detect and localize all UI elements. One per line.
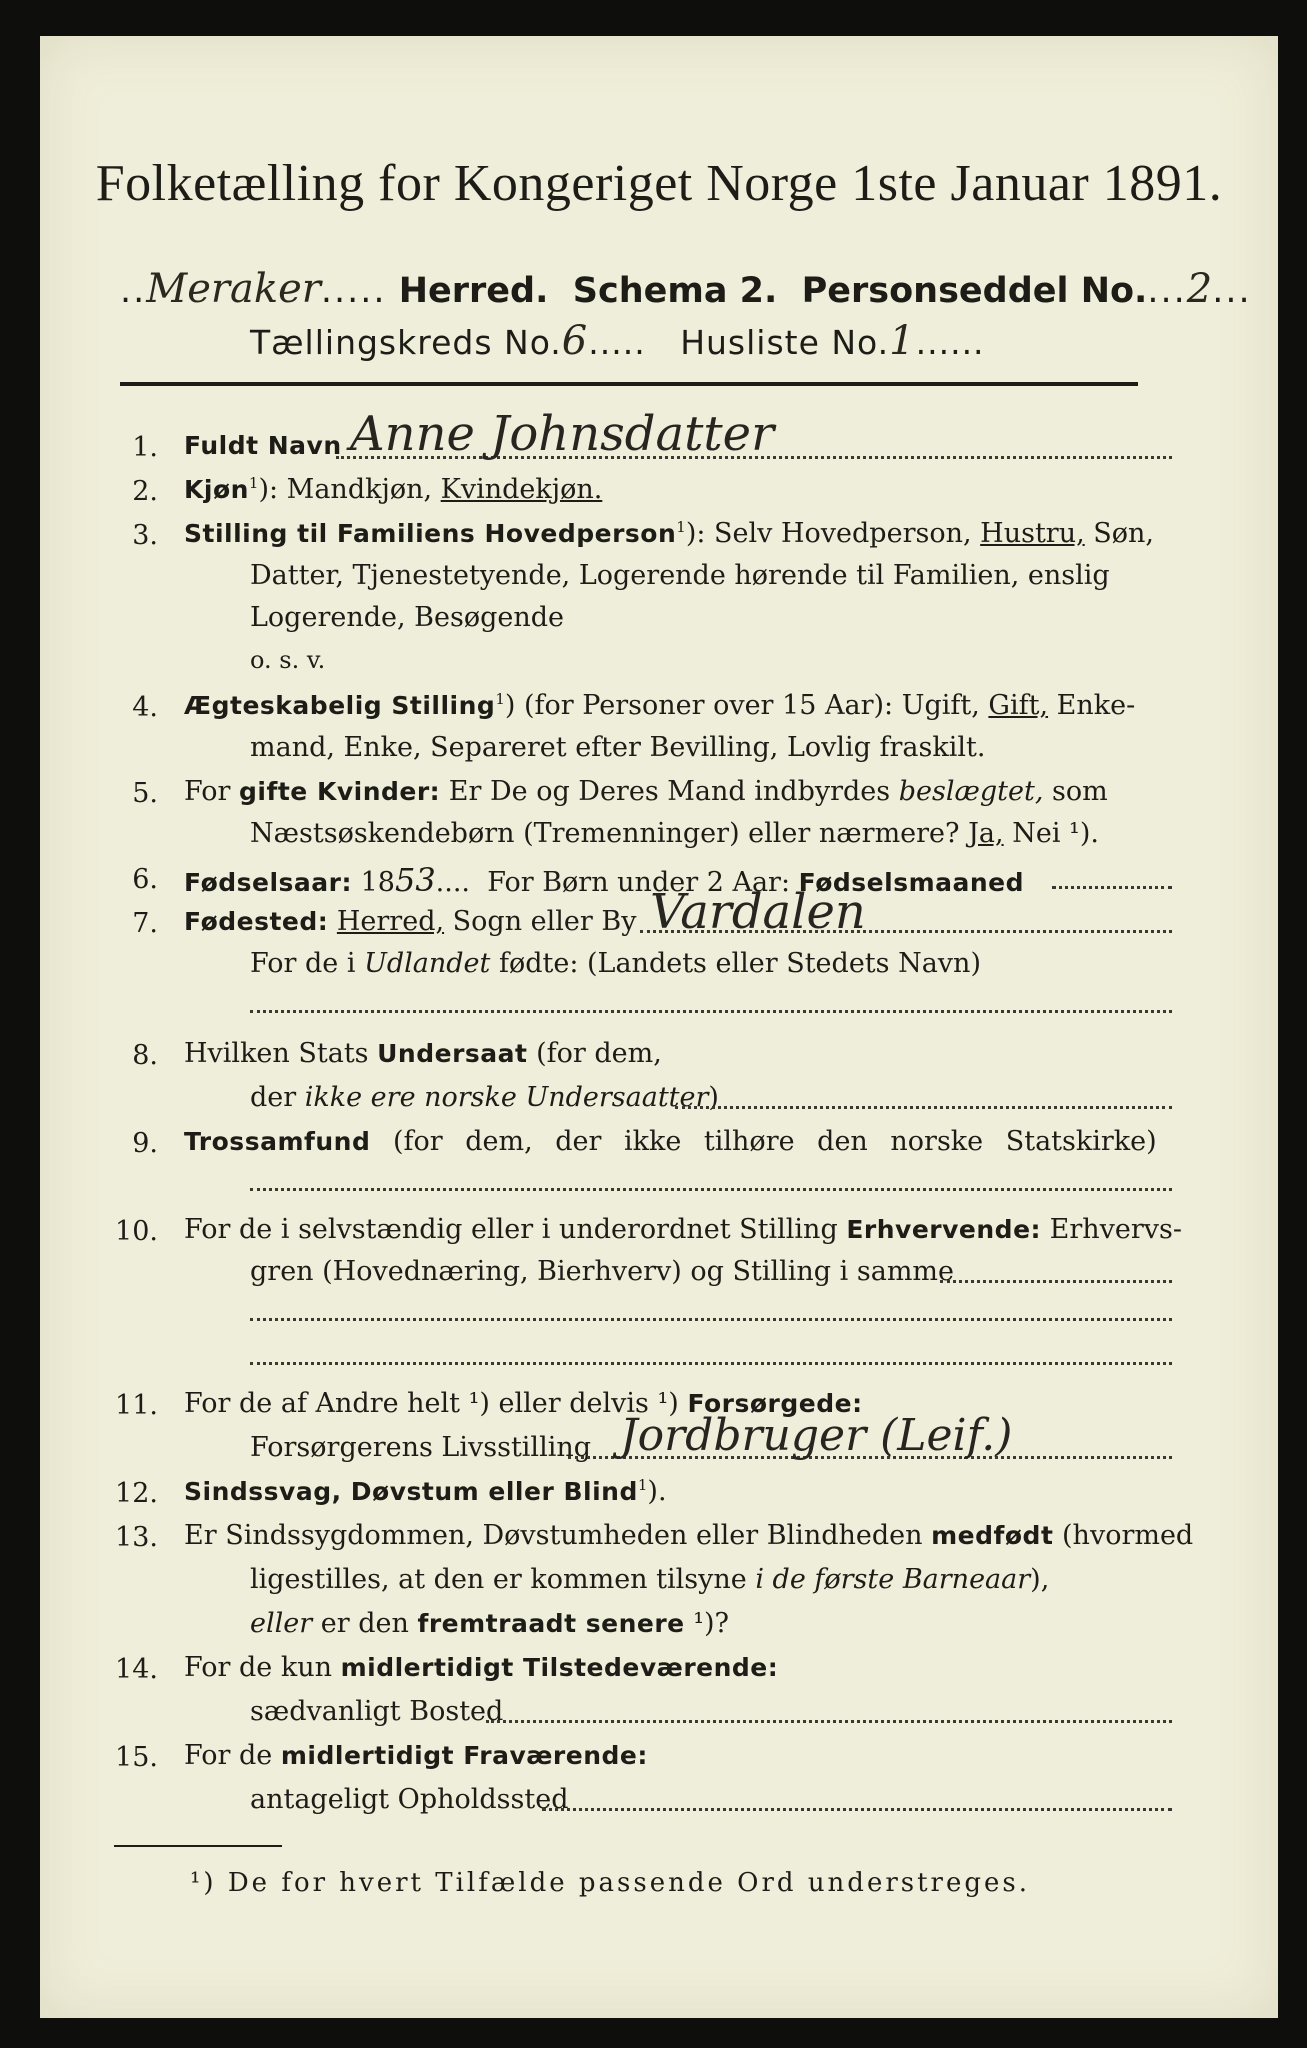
personseddel-value: 2 [1186,266,1213,312]
q4-row: Ægteskabelig Stilling$^1$) (for Personer over 15 Aar): Ugift, Gift, Enke- [184,690,1136,721]
q10-dotline-2 [250,1318,1172,1321]
q1-answer-handwritten: Anne Johnsdatter [350,406,775,462]
item-number: 5. [132,778,158,809]
schema-label: Schema 2. [572,271,778,311]
header-rule [120,382,1138,386]
q10-row: For de i selvstændig eller i underordnet Stilling Erhvervende: Erhvervs- [184,1214,1183,1245]
q7-answer-handwritten: Vardalen [650,884,866,940]
q7-selected: Herred, [336,906,445,937]
q10-dotline-3 [250,1362,1172,1365]
q3-line3: Logerende, Besøgende [250,602,564,633]
q3-selected: Hustru, [980,518,1085,549]
q8-row: Hvilken Stats Undersaat (for dem, [184,1038,662,1069]
husliste-label: Husliste No. [680,323,890,362]
footnote-rule [114,1845,282,1847]
q13-row: Er Sindssygdommen, Døvstumheden eller Blindheden medfødt (hvormed [184,1520,1194,1551]
q6-answer-handwritten: 53 [394,861,436,899]
q15-dotline [542,1808,1172,1811]
q11-line2: Forsørgerens Livsstilling [250,1432,592,1463]
q2-selected: Kvindekjøn. [440,474,603,505]
q9-dotline [250,1188,1172,1191]
q7-dotline-2 [250,1010,1172,1013]
q13-line3: eller er den fremtraadt senere ¹)? [250,1608,730,1639]
q14-line2: sædvanligt Bosted [250,1696,504,1727]
item-number: 13. [115,1522,158,1553]
item-number: 8. [132,1040,158,1071]
q10-line2: gren (Hovednæring, Bierhverv) og Stilling i samme [250,1256,955,1287]
header-line-herred: ..Meraker..... Herred. Schema 2. Personseddel No....2... [120,266,1252,312]
q11-row: For de af Andre helt ¹) eller delvis ¹) Forsørgede: [184,1388,863,1419]
item-number: 11. [115,1390,158,1421]
q3-line4: o. s. v. [250,646,326,674]
q5-selected: Ja, [968,818,1004,849]
q12-row: Sindssvag, Døvstum eller Blind$^1$). [184,1476,667,1507]
kreds-value: 6 [561,318,589,364]
item-number: 10. [115,1216,158,1247]
q8-dotline [675,1106,1172,1109]
q14-row: For de kun midlertidigt Tilstedeværende: [184,1652,779,1683]
form-title: Folketælling for Kongeriget Norge 1ste Januar 1891. [95,155,1223,212]
q6-row: Fødselsaar: 1853.... For Børn under 2 Aar: Fødselsmaaned [184,861,1025,899]
q4-line2: mand, Enke, Separeret efter Bevilling, Lovlig fraskilt. [250,732,986,763]
q3-row: Stilling til Familiens Hovedperson$^1$): Selv Hovedperson, Hustru, Søn, [184,518,1155,549]
header-line-kreds: Tællingskreds No.6..... Husliste No.1...... [250,318,985,364]
herred-label: Herred. [398,271,549,311]
q15-row: For de midlertidigt Fraværende: [184,1740,648,1771]
q8-line2: der ikke ere norske Undersaatter) [250,1082,719,1113]
item-number: 9. [132,1128,158,1159]
item-number: 3. [132,520,158,551]
item-number: 7. [132,908,158,939]
q15-line2: antageligt Opholdssted [250,1784,569,1815]
husliste-value: 1 [889,318,916,364]
census-form [40,36,1278,2018]
q14-dotline [486,1720,1172,1723]
item-number: 1. [132,432,158,463]
q1-label: Fuldt Navn [184,431,342,460]
item-number: 4. [132,692,158,723]
personseddel-label: Personseddel No. [801,271,1148,311]
q5-row: For gifte Kvinder: Er De og Deres Mand indbyrdes beslægtet, som [184,776,1108,807]
q7-line2: For de i Udlandet fødte: (Landets eller Stedets Navn) [250,948,981,979]
item-number: 6. [132,864,158,895]
herred-handwritten: Meraker [146,266,321,312]
item-number: 15. [115,1742,158,1773]
item-number: 12. [115,1478,158,1509]
q9-row: Trossamfund (for dem, der ikke tilhøre den norske Statskirke) [184,1126,1157,1157]
item-number: 14. [115,1654,158,1685]
q11-answer-handwritten: Jordbruger (Leif.) [620,1410,1013,1461]
kreds-label: Tællingskreds No. [250,323,562,362]
q13-line2: ligestilles, at den er kommen tilsyne i de første Barneaar), [250,1564,1050,1595]
q2-row: Kjøn$^1$): Mandkjøn, Kvindekjøn. [184,474,603,505]
q3-line2: Datter, Tjenestetyende, Logerende hørende til Familien, enslig [250,560,1110,591]
q10-dotline [940,1280,1172,1283]
q7-row: Fødested: Herred, Sogn eller By [184,906,637,937]
q6-dotline [1052,886,1172,889]
q4-selected: Gift, [988,690,1049,721]
item-number: 2. [132,476,158,507]
q5-line2: Næstsøskendebørn (Tremenninger) eller nærmere? Ja, Nei ¹). [250,818,1099,849]
footnote: ¹) De for hvert Tilfælde passende Ord understreges. [190,1868,1031,1898]
